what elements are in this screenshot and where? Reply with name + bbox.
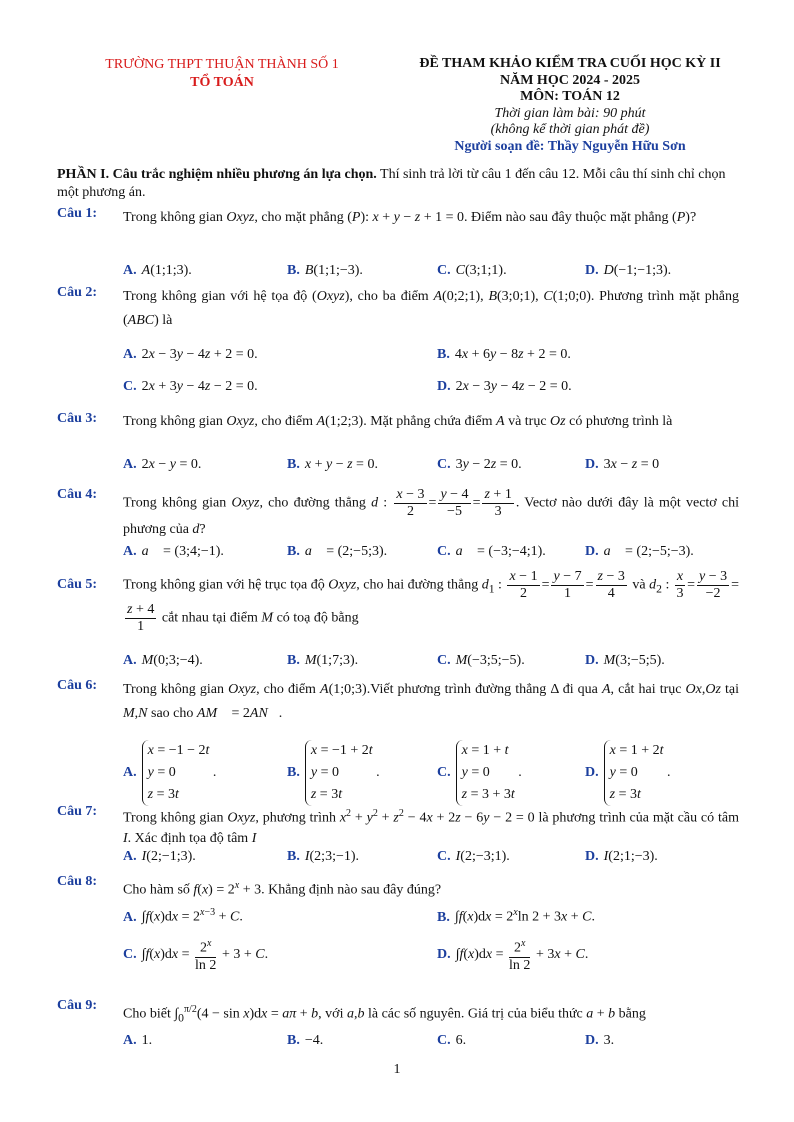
question-label: Câu 3: bbox=[57, 411, 98, 426]
option-d[interactable]: D. 3. bbox=[585, 1033, 615, 1048]
option-a[interactable]: A. 2x − y = 0. bbox=[123, 457, 202, 472]
option-a[interactable]: A. M(0;3;−4). bbox=[123, 653, 203, 668]
question-label: Câu 4: bbox=[57, 487, 98, 502]
subject: MÔN: TOÁN 12 bbox=[520, 89, 620, 104]
option-a[interactable]: A. 1. bbox=[123, 1033, 153, 1048]
option-a[interactable]: A. I(2;−1;3). bbox=[123, 849, 196, 864]
exam-time: Thời gian làm bài: 90 phút bbox=[494, 105, 646, 121]
option-c[interactable]: C. C(3;1;1). bbox=[437, 263, 507, 278]
answer-options bbox=[123, 260, 739, 284]
option-b[interactable]: B. x + y − z = 0. bbox=[287, 457, 378, 472]
department-name: TỔ TOÁN bbox=[190, 75, 254, 90]
option-b[interactable]: B. M(1;7;3). bbox=[287, 653, 359, 668]
option-d[interactable]: D.x = 1 + 2t y = 0 z = 3t . bbox=[585, 740, 671, 806]
question-label: Câu 9: bbox=[57, 998, 98, 1013]
answer-options bbox=[123, 902, 739, 926]
option-a[interactable]: A. 2x − 3y − 4z + 2 = 0. bbox=[123, 347, 258, 362]
question-label: Câu 1: bbox=[57, 206, 98, 221]
option-b[interactable]: B. B(1;1;−3). bbox=[287, 263, 363, 278]
answer-options bbox=[123, 936, 739, 972]
question-label: Câu 7: bbox=[57, 804, 98, 819]
option-b[interactable]: B.x = −1 + 2t y = 0 z = 3t . bbox=[287, 740, 380, 806]
question-text: Trong không gian với hệ trục tọa độ Oxyz, cho hai đường thẳng $d_1$ : $\frac{x - 1}{2}$ = $\frac{y - 7}{1}$ = $\frac{z - 3}{4}$ và $d_2$ : $\frac{x}{3}$ = $\frac{y - 3}{-2}$ = $\frac{z + 4}{1}$ cắt nhau tại điểm M có toạ độ bằng bbox=[123, 569, 739, 634]
option-b[interactable]: B. a⃗ = (2;−5;3). bbox=[287, 544, 388, 559]
option-c[interactable]: C. I(2;−3;1). bbox=[437, 849, 510, 864]
question-text: Cho biết $\int_0^{\pi/2}(4 - \sin x)dx = a\pi + b$, với a,b là các số nguyên. Giá trị của biểu thức a + b bằng bbox=[123, 1004, 646, 1025]
question-text: Trong không gian Oxyz, phương trình $x^2 + y^2 + z^2 - 4x + 2z - 6y - 2 = 0$ là phương trình của mặt cầu có tâm I. Xác định tọa độ tâm I bbox=[123, 808, 739, 846]
school-year: NĂM HỌC 2024 - 2025 bbox=[500, 72, 640, 88]
exam-title: ĐỀ THAM KHẢO KIỂM TRA CUỐI HỌC KỲ II bbox=[419, 56, 721, 71]
option-d[interactable]: D. ∫f(x)dx = $\frac{2^x}{\ln 2}$ + 3x + C. bbox=[437, 938, 589, 973]
answer-options bbox=[123, 650, 739, 674]
part-title: PHẦN I. Câu trắc nghiệm nhiều phương án lựa chọn. bbox=[57, 167, 377, 182]
question-text: Cho hàm số $f(x) = 2^x + 3$. Khẳng định nào sau đây đúng? bbox=[123, 880, 442, 898]
option-d[interactable]: D. I(2;1;−3). bbox=[585, 849, 658, 864]
answer-options bbox=[123, 1030, 739, 1054]
question-label: Câu 5: bbox=[57, 577, 98, 592]
option-d[interactable]: D. 3x − z = 0 bbox=[585, 457, 660, 472]
option-a[interactable]: A.x = −1 − 2t y = 0 z = 3t . bbox=[123, 740, 216, 806]
answer-options bbox=[123, 454, 739, 478]
option-b[interactable]: B. −4. bbox=[287, 1033, 324, 1048]
option-b[interactable]: B. I(2;3;−1). bbox=[287, 849, 360, 864]
option-d[interactable]: D. 2x − 3y − 4z − 2 = 0. bbox=[437, 379, 572, 394]
option-a[interactable]: A. A(1;1;3). bbox=[123, 263, 192, 278]
question-text: Trong không gian Oxyz, cho đường thẳng d : $\frac{x - 3}{2}$ = $\frac{y - 4}{-5}$ = $\frac{z + 1}{3}$ . Vectơ nào dưới đây là một vectơ chỉ phương của d? bbox=[123, 487, 740, 537]
question-label: Câu 8: bbox=[57, 874, 98, 889]
question-text: Trong không gian với hệ tọa độ (Oxyz), cho ba điểm A(0;2;1), B(3;0;1), C(1;0;0). Phương trình mặt phẳng (ABC) là bbox=[123, 289, 739, 328]
option-c[interactable]: C. a⃗ = (−3;−4;1). bbox=[437, 544, 546, 559]
option-c[interactable]: C. M(−3;5;−5). bbox=[437, 653, 525, 668]
option-d[interactable]: D. a⃗ = (2;−5;−3). bbox=[585, 544, 694, 559]
question-label: Câu 6: bbox=[57, 678, 98, 693]
author: Người soạn đề: Thầy Nguyễn Hữu Sơn bbox=[454, 138, 686, 154]
option-c[interactable]: C. 6. bbox=[437, 1033, 467, 1048]
option-b[interactable]: B. 4x + 6y − 8z + 2 = 0. bbox=[437, 347, 571, 362]
option-d[interactable]: D. M(3;−5;5). bbox=[585, 653, 665, 668]
answer-options bbox=[123, 376, 739, 400]
exam-header bbox=[385, 56, 755, 155]
option-c[interactable]: C. 3y − 2z = 0. bbox=[437, 457, 522, 472]
time-note: (không kể thời gian phát đề) bbox=[490, 122, 650, 137]
page-number: 1 bbox=[393, 1062, 401, 1077]
option-c[interactable]: C. ∫f(x)dx = $\frac{2^x}{\ln 2}$ + 3 + C. bbox=[123, 938, 269, 973]
school-header bbox=[72, 56, 372, 92]
question-text: Trong không gian Oxyz, cho điểm A(1;0;3).Viết phương trình đường thẳng Δ đi qua A, cắt hai trục Ox,Oz tại M,N sao cho AM⃗ = 2AN⃗. bbox=[123, 682, 740, 721]
question-text: Trong không gian Oxyz, cho mặt phẳng (P): x + y − z + 1 = 0. Điểm nào sau đây thuộc mặt phẳng (P)? bbox=[123, 210, 697, 225]
option-a[interactable]: A. a⃗ = (3;4;−1). bbox=[123, 544, 224, 559]
school-name: TRƯỜNG THPT THUẬN THÀNH SỐ 1 bbox=[105, 57, 339, 72]
part-heading bbox=[57, 166, 739, 202]
answer-options bbox=[123, 344, 739, 368]
question-text: Trong không gian Oxyz, cho điểm A(1;2;3). Mặt phẳng chứa điểm A và trục Oz có phương trình là bbox=[123, 414, 673, 429]
option-b[interactable]: B. $\int f(x)dx = 2^x\ln$ 2 + 3x + C. bbox=[437, 907, 595, 925]
answer-options bbox=[123, 846, 739, 870]
answer-options bbox=[123, 730, 739, 800]
option-d[interactable]: D. D(−1;−1;3). bbox=[585, 263, 672, 278]
option-c[interactable]: C. 2x + 3y − 4z − 2 = 0. bbox=[123, 379, 258, 394]
question-label: Câu 2: bbox=[57, 285, 98, 300]
part-instruction: Thí sinh trả lời từ câu 1 đến câu 12. Mỗi câu thí sinh chỉ chọn một phương án. bbox=[57, 167, 726, 200]
option-c[interactable]: C.x = 1 + t y = 0 z = 3 + 3t . bbox=[437, 740, 522, 806]
option-a[interactable]: A. $\int f(x)dx = 2^{x-3} + C$. bbox=[123, 907, 243, 925]
answer-options bbox=[123, 541, 739, 565]
